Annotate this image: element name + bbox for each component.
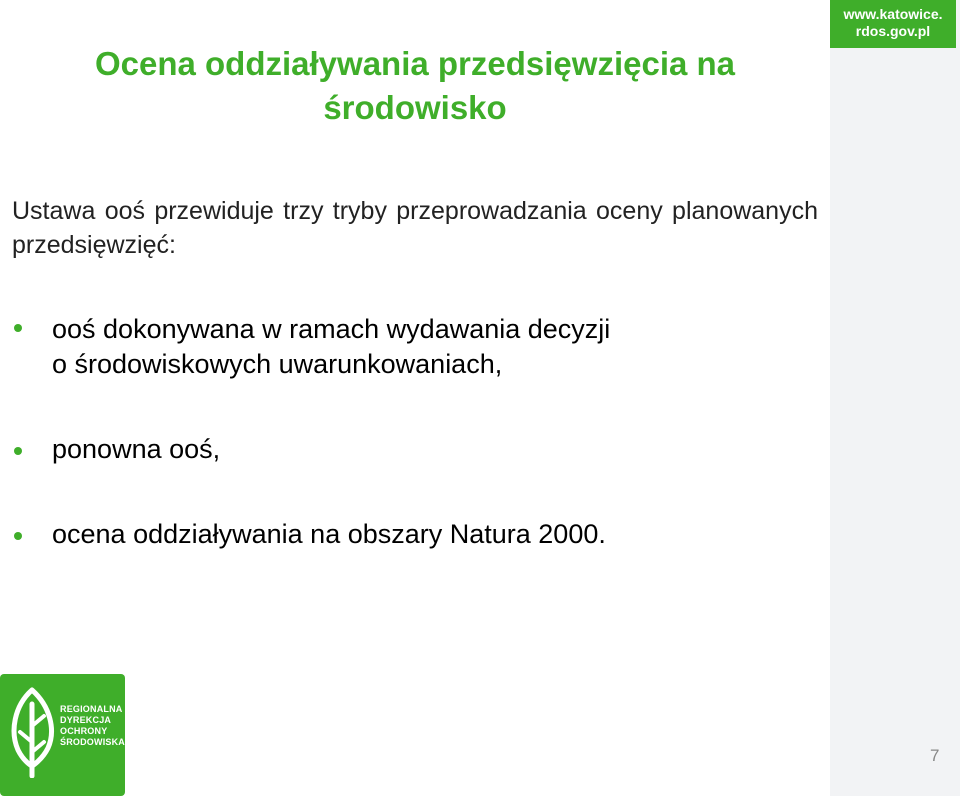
bullet-line: o środowiskowych uwarunkowaniach,	[52, 349, 503, 379]
website-url-badge[interactable]	[830, 0, 956, 48]
logo-line: OCHRONY	[60, 726, 108, 736]
url-line-1: www.katowice.	[843, 6, 943, 22]
right-sidebar	[830, 0, 960, 796]
logo-line: DYREKCJA	[60, 715, 112, 725]
bullet-line: ponowna ooś,	[52, 434, 221, 464]
bullet-dot-icon	[14, 324, 22, 332]
logo-line: REGIONALNA	[60, 704, 123, 714]
url-line-2: rdos.gov.pl	[855, 23, 931, 39]
bullet-text	[52, 432, 812, 467]
bullet-dot-icon	[14, 447, 22, 455]
bullet-text	[52, 517, 812, 552]
bullet-line: ooś dokonywana w ramach wydawania decyzji	[52, 314, 611, 344]
slide-title: Ocena oddziaływania przedsięwzięcia na środowisko	[94, 45, 736, 126]
bullet-line: ocena oddziaływania na obszary Natura 2000.	[52, 519, 606, 549]
page-number: 7	[930, 746, 940, 765]
logo-line: ŚRODOWISKA	[60, 737, 125, 747]
intro-text: Ustawa ooś przewiduje trzy tryby przeprowadzania oceny planowanych przedsięwzięć:	[12, 197, 818, 259]
rdos-logo	[0, 674, 125, 796]
bullet-dot-icon	[14, 532, 22, 540]
bullet-text	[52, 312, 812, 382]
leaf-icon	[8, 686, 58, 778]
logo-text	[60, 704, 125, 748]
